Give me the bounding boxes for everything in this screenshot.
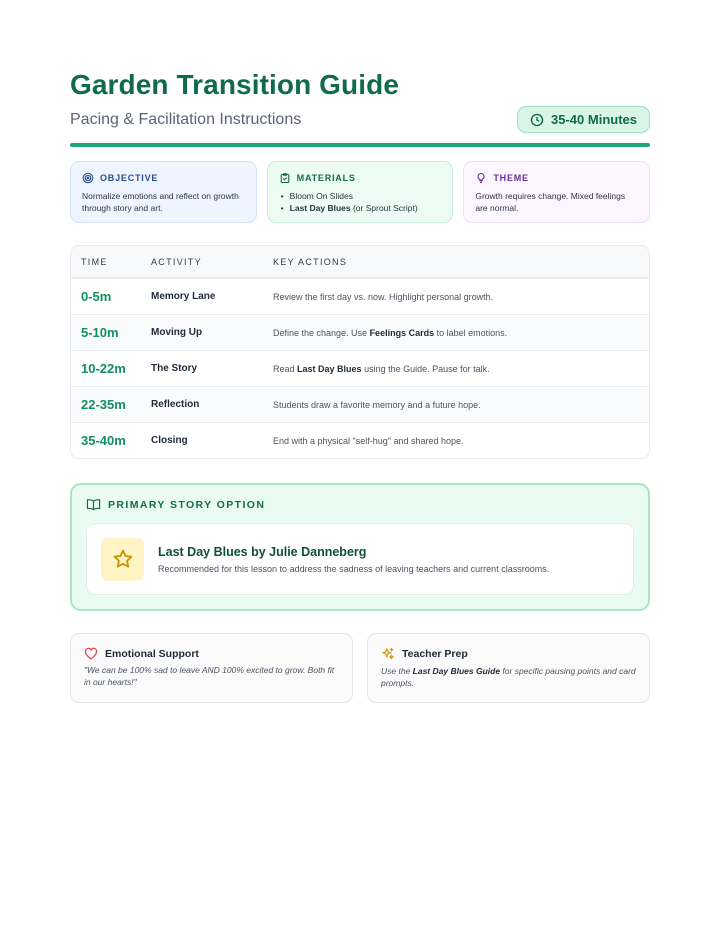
clipboard-icon xyxy=(279,172,291,184)
header-divider xyxy=(70,143,650,147)
materials-card xyxy=(267,161,454,223)
teacher-prep-text: Use the Last Day Blues Guide for specific pausing points and card prompts. xyxy=(381,666,636,688)
teacher-prep-card xyxy=(367,633,650,703)
row-actions: End with a physical "self-hug" and shared hope. xyxy=(273,435,464,446)
theme-card xyxy=(463,161,650,223)
clock-icon xyxy=(530,113,544,127)
row-time: 5-10m xyxy=(81,325,119,340)
objective-text: Normalize emotions and reflect on growth through story and art. xyxy=(82,191,239,213)
row-activity: Memory Lane xyxy=(151,291,216,302)
materials-item-bold: Last Day Blues xyxy=(289,203,351,213)
materials-header xyxy=(279,172,442,184)
support-cards xyxy=(70,633,650,703)
story-card xyxy=(86,523,634,595)
table-row xyxy=(71,350,649,386)
row-activity: Moving Up xyxy=(151,327,203,338)
teacher-prep-header xyxy=(381,647,636,661)
time-column-header: TIME xyxy=(81,256,108,267)
table-row xyxy=(71,278,649,314)
materials-item-rest: (or Sprout Script) xyxy=(350,203,418,213)
row-time: 0-5m xyxy=(81,289,112,304)
primary-story-panel xyxy=(70,483,650,611)
story-header xyxy=(86,498,634,511)
materials-item: • Bloom On Slides xyxy=(281,190,442,202)
row-actions: Students draw a favorite memory and a future hope. xyxy=(273,399,481,410)
materials-list xyxy=(279,190,442,214)
story-description: Recommended for this lesson to address the sadness of leaving teachers and current classrooms. xyxy=(158,563,550,574)
row-activity: Reflection xyxy=(151,399,200,410)
activity-column-header: ACTIVITY xyxy=(151,256,202,267)
table-row xyxy=(71,422,649,458)
duration-text: 35-40 Minutes xyxy=(551,112,637,127)
row-actions: Review the first day vs. now. Highlight personal growth. xyxy=(273,291,494,302)
theme-text: Growth requires change. Mixed feelings are normal. xyxy=(475,191,626,213)
row-time: 22-35m xyxy=(81,397,126,412)
objective-label: OBJECTIVE xyxy=(100,173,159,183)
objective-card xyxy=(70,161,257,223)
objective-header xyxy=(82,172,245,184)
subtitle-row xyxy=(70,106,650,133)
emotional-support-title: Emotional Support xyxy=(105,647,199,660)
emotional-support-quote: "We can be 100% sad to leave AND 100% excited to grow. Both fit in our hearts!" xyxy=(84,665,335,687)
story-label: PRIMARY STORY OPTION xyxy=(108,498,266,511)
page-subtitle: Pacing & Facilitation Instructions xyxy=(70,110,302,128)
theme-label: THEME xyxy=(493,173,529,183)
materials-item xyxy=(281,202,442,214)
teacher-prep-title: Teacher Prep xyxy=(402,648,468,660)
page-title: Garden Transition Guide xyxy=(70,69,400,100)
theme-header xyxy=(475,172,638,184)
star-icon xyxy=(112,548,134,570)
table-row xyxy=(71,314,649,350)
row-activity: The Story xyxy=(151,363,198,374)
duration-badge xyxy=(517,106,650,133)
row-actions: Read Last Day Blues using the Guide. Pause for talk. xyxy=(273,363,490,374)
emotional-support-card xyxy=(70,633,353,703)
schedule-table xyxy=(70,245,650,459)
info-cards xyxy=(70,161,650,223)
target-icon xyxy=(82,172,94,184)
lightbulb-icon xyxy=(475,172,487,184)
row-activity: Closing xyxy=(151,435,188,446)
sparkles-icon xyxy=(381,647,395,661)
open-book-icon xyxy=(86,498,101,511)
heart-icon xyxy=(84,647,98,660)
schedule-header-row xyxy=(71,246,649,278)
star-badge xyxy=(101,538,144,581)
story-text xyxy=(158,545,549,574)
emotional-support-header xyxy=(84,647,339,660)
actions-column-header: KEY ACTIONS xyxy=(273,256,348,267)
table-row xyxy=(71,386,649,422)
guide-page xyxy=(70,68,650,703)
row-time: 35-40m xyxy=(81,433,126,448)
row-time: 10-22m xyxy=(81,361,126,376)
materials-label: MATERIALS xyxy=(296,173,356,183)
story-title: Last Day Blues by Julie Danneberg xyxy=(158,544,367,559)
row-actions: Define the change. Use Feelings Cards to label emotions. xyxy=(273,327,508,338)
